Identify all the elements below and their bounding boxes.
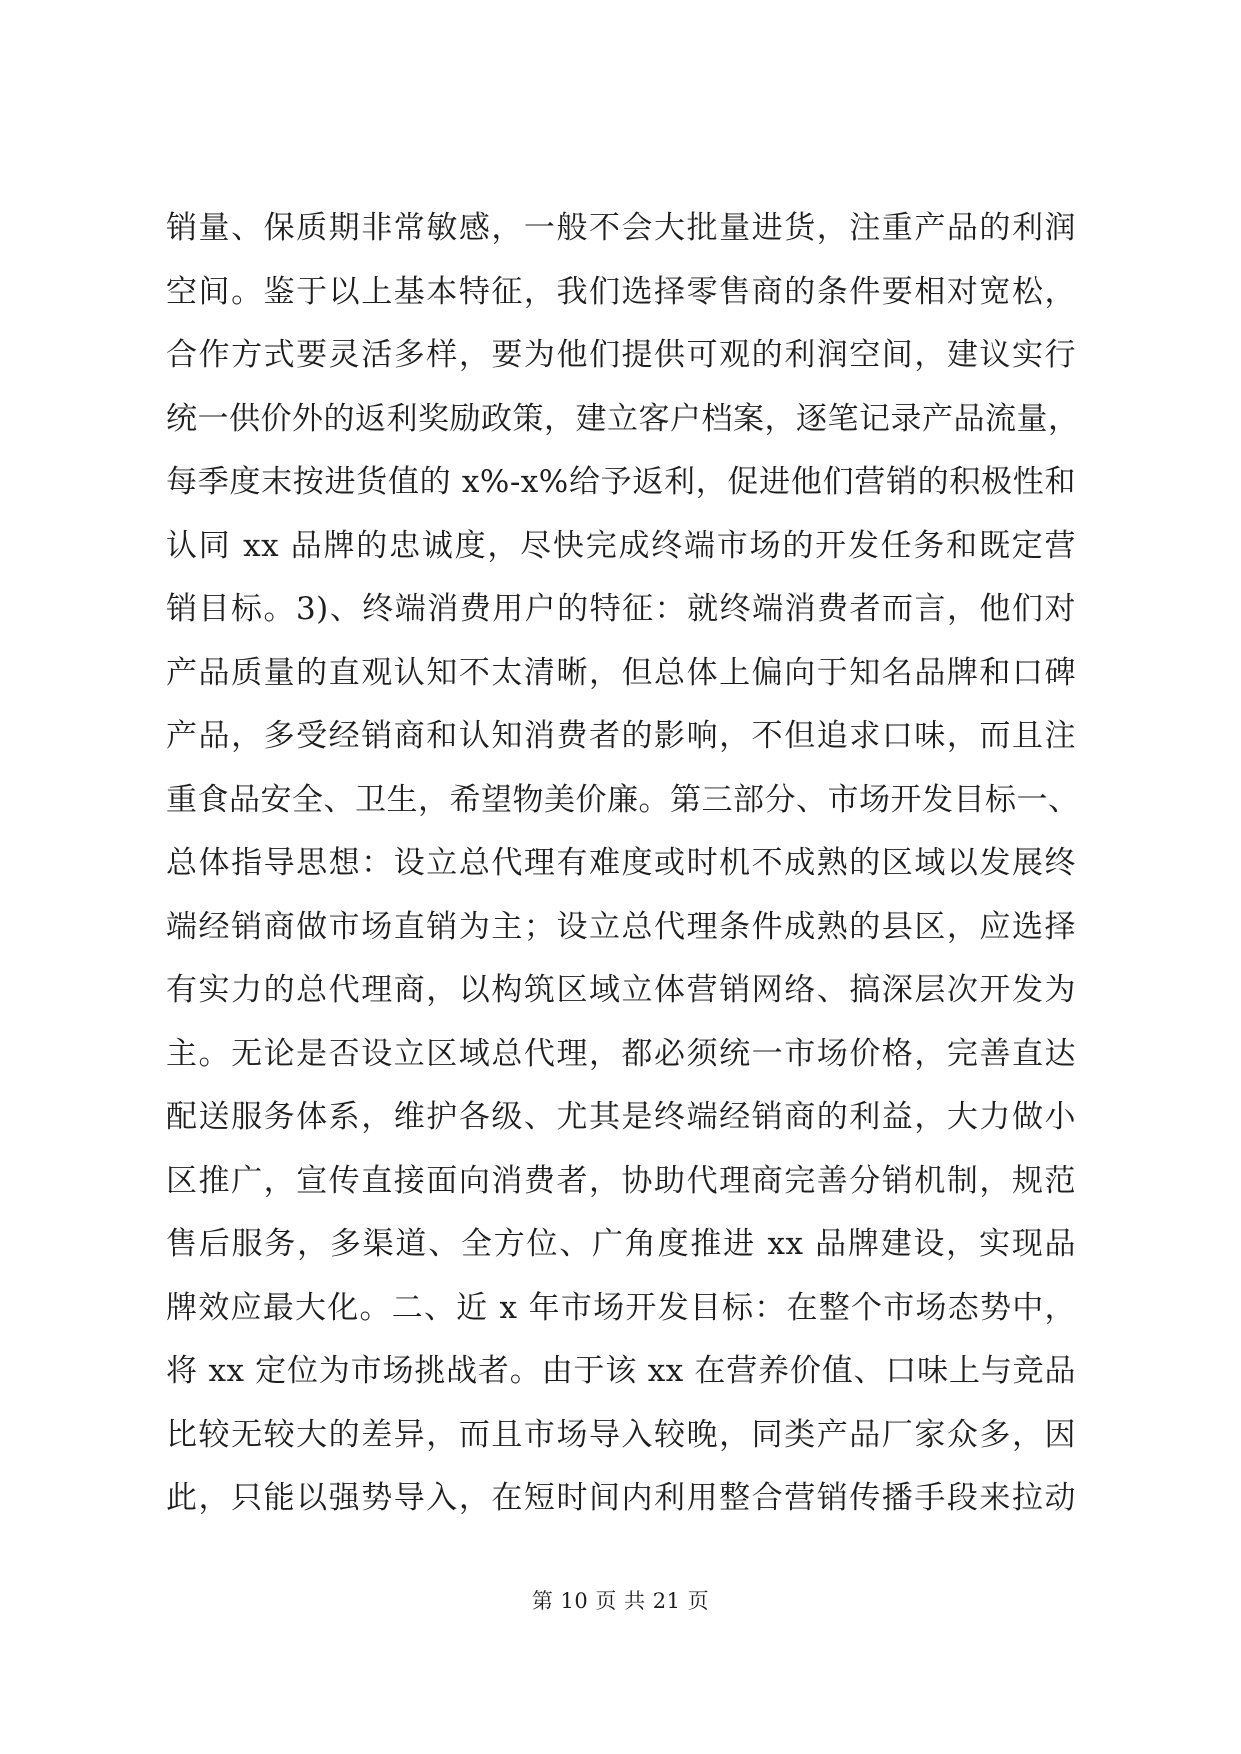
- text-line: 总体指导思想：设立总代理有难度或时机不成熟的区域以发展终: [166, 845, 1076, 881]
- text-line: 此，只能以强势导入，在短时间内利用整合营销传播手段来拉动: [166, 1480, 1076, 1516]
- text-line: 产品，多受经销商和认知消费者的影响，不但追求口味，而且注: [166, 718, 1076, 754]
- text-line: 配送服务体系，维护各级、尤其是终端经销商的利益，大力做小: [166, 1099, 1076, 1135]
- text-line: 端经销商做市场直销为主；设立总代理条件成熟的县区，应选择: [166, 908, 1076, 945]
- text-line: 合作方式要灵活多样，要为他们提供可观的利润空间，建议实行: [166, 337, 1076, 373]
- page-footer: 第 10 页 共 21 页: [531, 1589, 710, 1613]
- text-line: 空间。鉴于以上基本特征，我们选择零售商的条件要相对宽松，: [166, 273, 1076, 310]
- text-line: 统一供价外的返利奖励政策，建立客户档案，逐笔记录产品流量，: [166, 400, 1080, 437]
- text-line: 牌效应最大化。二、近 x 年市场开发目标：在整个市场态势中，: [166, 1289, 1076, 1326]
- text-line: 比较无较大的差异，而且市场导入较晚，同类产品厂家众多，因: [166, 1416, 1076, 1453]
- text-line: 销目标。3)、终端消费用户的特征：就终端消费者而言，他们对: [166, 591, 1076, 627]
- text-line: 将 xx 定位为市场挑战者。由于该 xx 在营养价值、口味上与竞品: [166, 1353, 1076, 1389]
- text-line: 主。无论是否设立区域总代理，都必须统一市场价格，完善直达: [166, 1035, 1076, 1072]
- text-line: 每季度末按进货值的 x%-x%给予返利，促进他们营销的积极性和: [166, 464, 1076, 500]
- text-line: 有实力的总代理商，以构筑区域立体营销网络、搞深层次开发为: [166, 972, 1076, 1008]
- text-line: 产品质量的直观认知不太清晰，但总体上偏向于知名品牌和口碑: [166, 654, 1076, 691]
- text-line: 销量、保质期非常敏感，一般不会大批量进货，注重产品的利润: [166, 210, 1076, 246]
- text-line: 区推广，宣传直接面向消费者，协助代理商完善分销机制，规范: [166, 1162, 1076, 1199]
- text-line: 售后服务，多渠道、全方位、广角度推进 xx 品牌建设，实现品: [166, 1226, 1076, 1262]
- text-line: 重食品安全、卫生，希望物美价廉。第三部分、市场开发目标一、: [166, 781, 1080, 818]
- body-text: [166, 203, 1080, 1537]
- text-line: 认同 xx 品牌的忠诚度，尽快完成终端市场的开发任务和既定营: [166, 527, 1076, 564]
